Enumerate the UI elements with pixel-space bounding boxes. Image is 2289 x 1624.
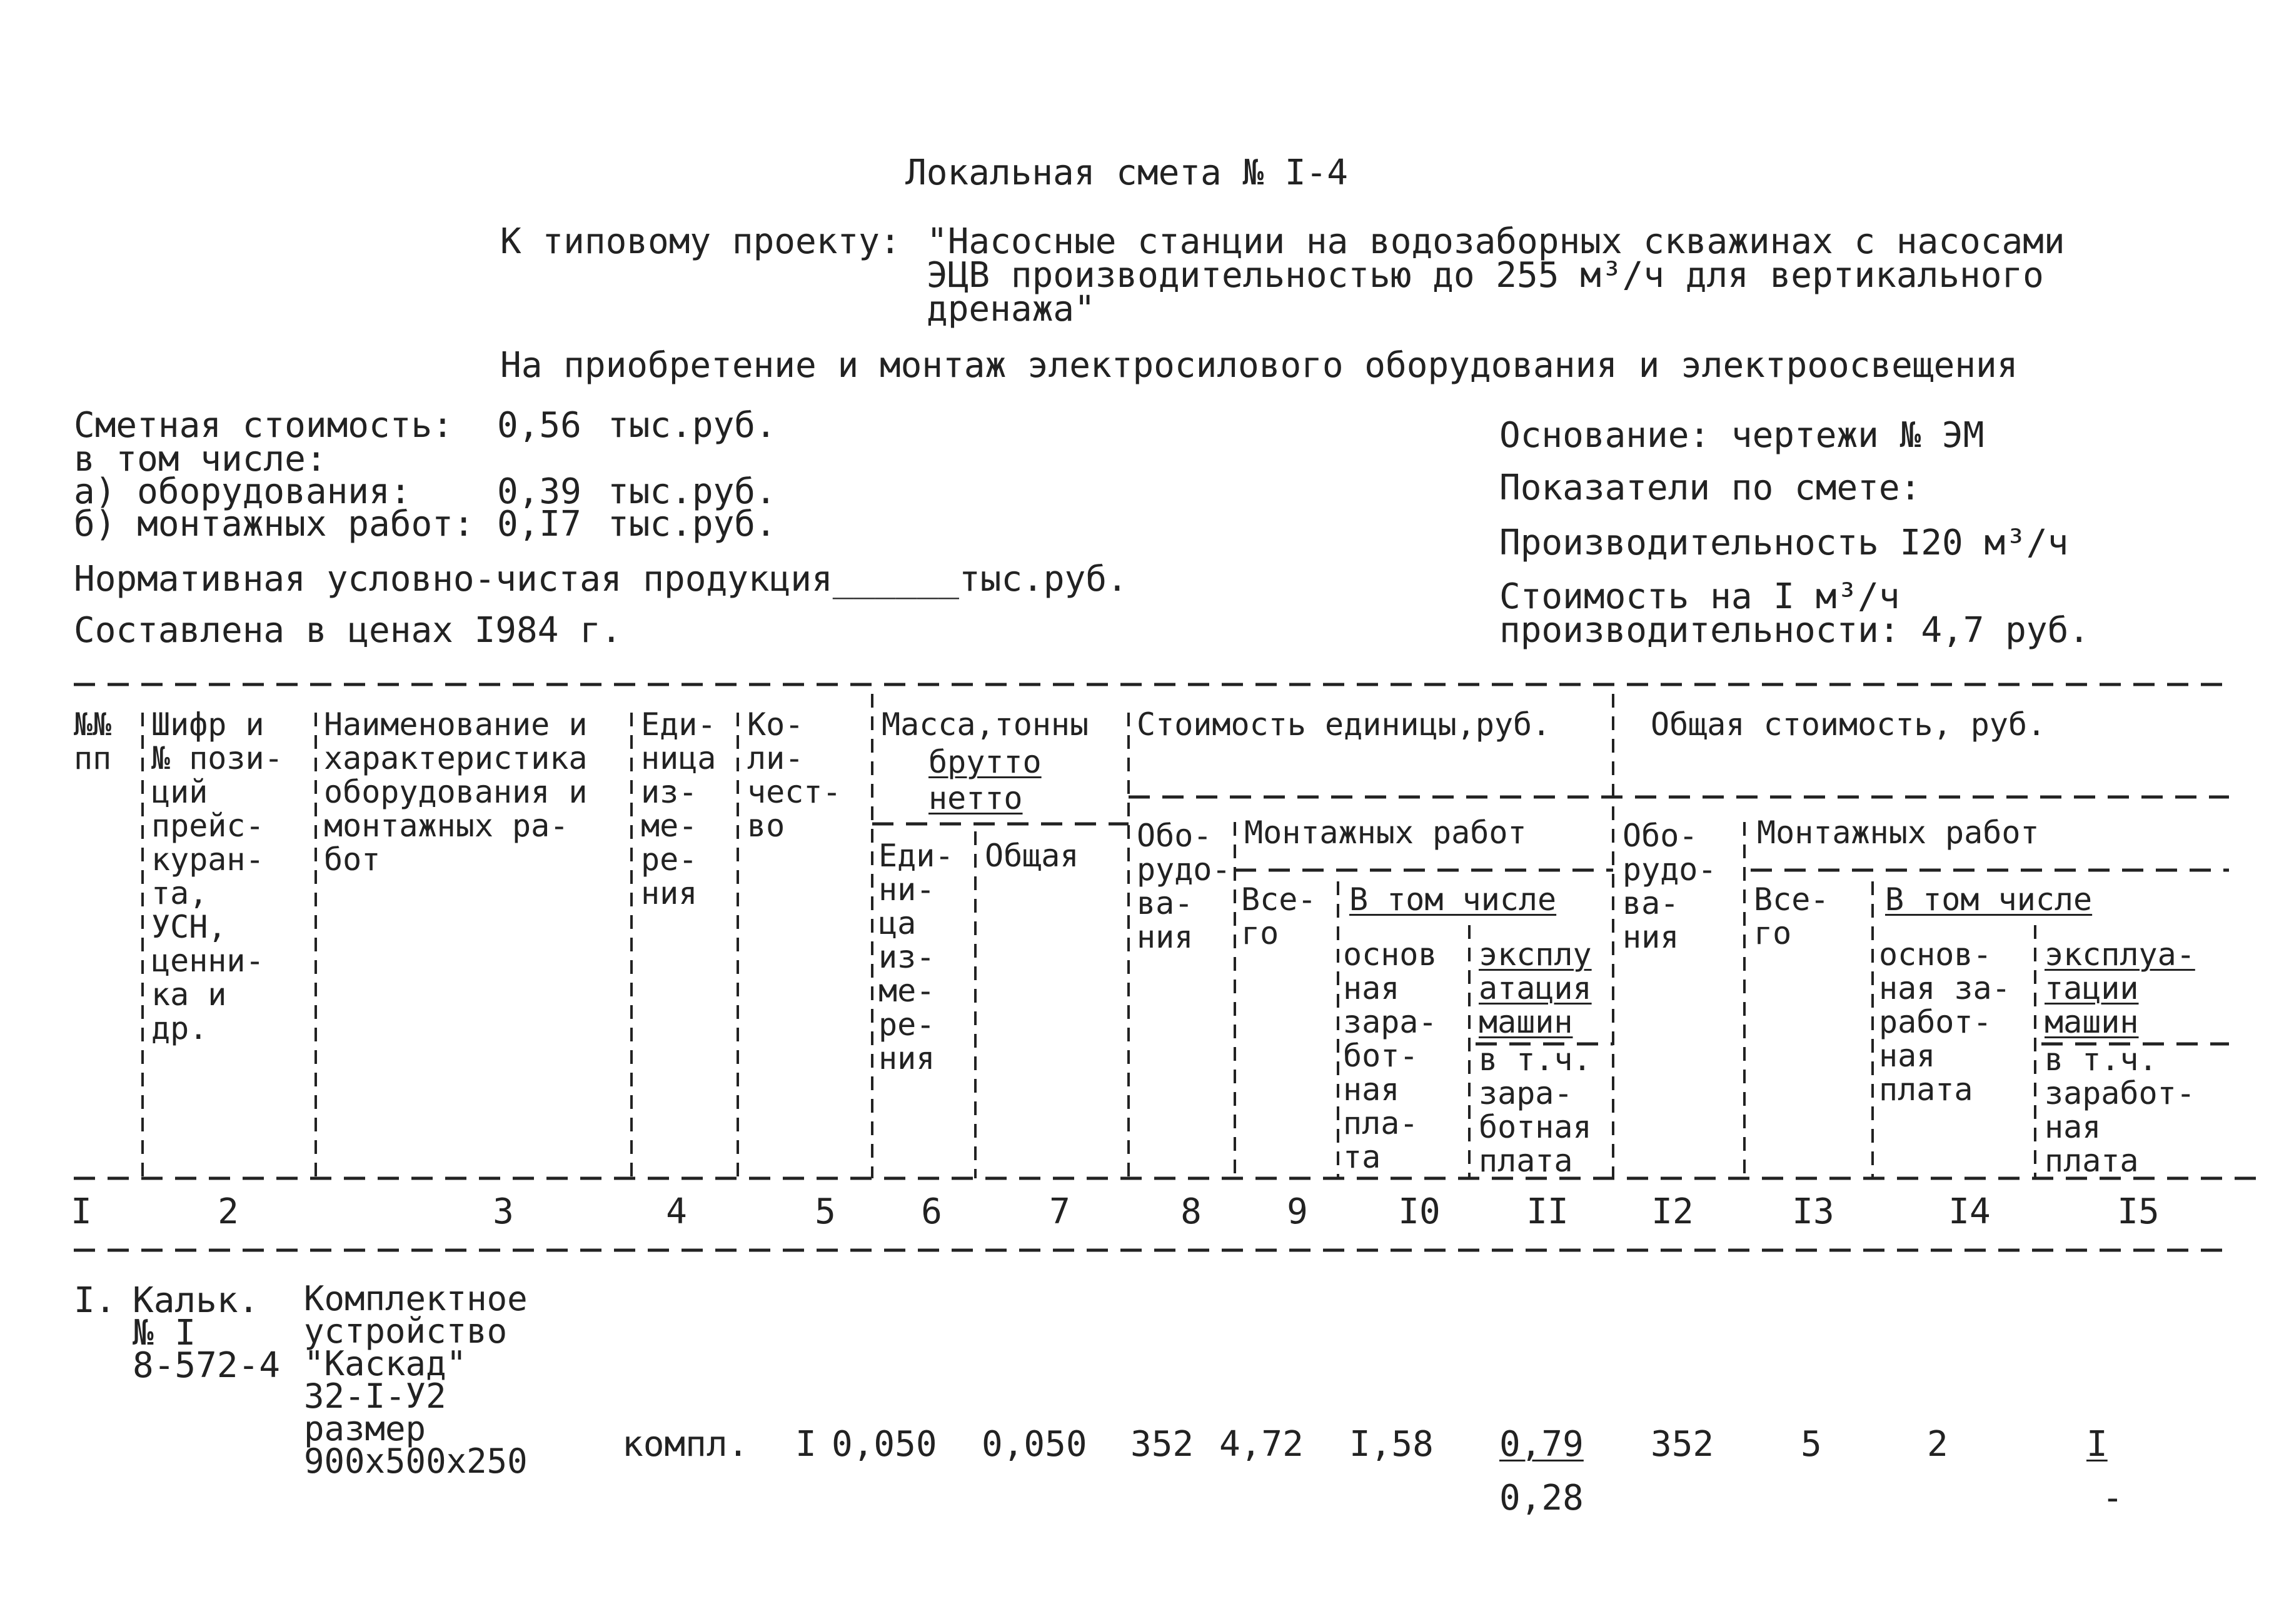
header-install-group: Монтажных работ [1244, 815, 1527, 851]
header-total-cost-group: Общая стоимость, руб. [1651, 706, 2046, 743]
header-col-4: Еди- ница из- ме- ре- ния [641, 706, 717, 911]
col-number-1: I [71, 1191, 92, 1232]
estimated-cost-value: 0,56 [497, 405, 581, 446]
col-number-7: 7 [1049, 1191, 1070, 1232]
row-mass-total: 0,050 [982, 1424, 1087, 1465]
normative-unit: тыс.руб. [959, 559, 1128, 599]
header-col-5: Ко- ли- чест- во [747, 706, 842, 844]
productivity-unit: м³/ч [1984, 523, 2069, 563]
project-line-3: дренажа" [927, 289, 1095, 329]
col-number-14: I4 [1948, 1191, 1991, 1232]
col-number-15: I5 [2117, 1191, 2160, 1232]
row-equip-total: 352 [1651, 1424, 1714, 1465]
col-number-8: 8 [1180, 1191, 1202, 1232]
cost-per-value: 4,7 руб. [1921, 610, 2090, 651]
basis-indicators: Показатели по смете: [1499, 468, 1921, 508]
row-machine-wage: 0,28 [1499, 1478, 1584, 1518]
col-number-9: 9 [1287, 1191, 1308, 1232]
installation-value: 0,I7 [497, 504, 581, 544]
col-number-6: 6 [921, 1191, 942, 1232]
row-install-sum: 5 [1801, 1424, 1822, 1465]
header-mass-netto: нетто [928, 780, 1023, 816]
header-col-8: Обо- рудо- ва- ния [1137, 818, 1231, 955]
row-code-line-2: № I [133, 1313, 196, 1353]
header-including-2: В том числе [1885, 881, 2093, 918]
page-title: Локальная смета № I-4 [905, 153, 1349, 193]
productivity-label: Производительность [1499, 523, 1879, 563]
installation-unit: тыс.руб. [608, 504, 777, 544]
header-install-group-2: Монтажных работ [1757, 815, 2040, 851]
project-line-2: ЭЦВ производительностью до 255 м³/ч для вертикального [927, 255, 2044, 296]
equipment-unit: тыс.руб. [608, 471, 777, 512]
estimated-cost-unit: тыс.руб. [608, 405, 777, 446]
header-col-11-bottom: в т.ч. зара- ботная плата [1479, 1041, 1592, 1179]
row-mass-unit: 0,050 [832, 1424, 937, 1465]
basis-drawings: Основание: чертежи № ЭМ [1499, 415, 1985, 456]
project-label: К типовому проекту: [500, 221, 901, 262]
header-including: В том числе [1349, 881, 1557, 918]
row-machine-op: 0,79 [1499, 1424, 1584, 1465]
row-number: I. [74, 1280, 116, 1321]
header-col-1: №№ пп [74, 706, 112, 776]
header-col-6: Еди- ни- ца из- ме- ре- ния [878, 838, 954, 1076]
row-unit: компл. [622, 1424, 749, 1465]
header-col-9: Все- го [1241, 881, 1317, 951]
equipment-label: а) оборудования: [74, 471, 411, 512]
equipment-value: 0,39 [497, 471, 581, 512]
header-col-11-top: эксплу атация машин [1479, 936, 1592, 1040]
productivity-value: I20 [1899, 523, 1963, 563]
col-number-11: II [1526, 1191, 1569, 1232]
normative-label: Нормативная условно-чистая продукция [74, 559, 833, 599]
header-col-7: Общая [985, 838, 1079, 874]
row-machine-op-total: I [2086, 1424, 2108, 1465]
cost-per-label: производительности: [1499, 610, 1900, 651]
prices-note: Составлена в ценах I984 г. [74, 610, 622, 651]
row-code-line-3: 8-572-4 [133, 1345, 281, 1386]
col-number-13: I3 [1792, 1191, 1834, 1232]
header-col-14: основ- ная за- работ- ная плата [1879, 936, 2011, 1108]
project-line-1: "Насосные станции на водозаборных скважинах с насосами [927, 221, 2065, 262]
header-mass-group: Масса,тонны [882, 706, 1089, 743]
normative-blank: ______ [832, 559, 960, 599]
header-mass-brutto: брутто [928, 744, 1042, 780]
including-label: в том числе: [74, 439, 327, 479]
header-col-12: Обо- рудо- ва- ния [1622, 818, 1717, 955]
header-col-15-bottom: в т.ч. заработ- ная плата [2045, 1041, 2195, 1179]
header-unit-cost-group: Стоимость единицы,руб. [1137, 706, 1551, 743]
purpose-line: На приобретение и монтаж электросилового оборудования и электроосвещения [500, 345, 2018, 386]
row-name: Комплектное устройство "Каскад" 32-I-У2 размер 900х500х250 [304, 1279, 528, 1481]
row-base-wage: I,58 [1349, 1424, 1434, 1465]
row-machine-wage-total: - [2102, 1478, 2123, 1518]
col-number-10: I0 [1398, 1191, 1441, 1232]
row-base-wage-total: 2 [1927, 1424, 1948, 1465]
cost-per-line-1: Стоимость на I м³/ч [1499, 576, 1900, 617]
header-col-10: основ ная зара- бот- ная пла- та [1343, 936, 1437, 1175]
row-install-total: 4,72 [1219, 1424, 1304, 1465]
estimated-cost-label: Сметная стоимость: [74, 405, 453, 446]
installation-label: б) монтажных работ: [74, 504, 475, 544]
col-number-3: 3 [493, 1191, 514, 1232]
header-col-15-top: эксплуа- тации машин [2045, 936, 2195, 1040]
header-col-13: Все- го [1754, 881, 1829, 951]
col-number-5: 5 [815, 1191, 836, 1232]
row-code-line-1: Кальк. [133, 1280, 259, 1321]
row-equip-unit: 352 [1130, 1424, 1194, 1465]
col-number-2: 2 [218, 1191, 239, 1232]
header-col-2: Шифр и № пози- ций прейс- куран- та, УСН, ценни- ка и др. [151, 706, 283, 1046]
col-number-4: 4 [666, 1191, 687, 1232]
header-col-3: Наименование и характеристика оборудования и монтажных ра- бот [324, 706, 588, 878]
col-number-12: I2 [1651, 1191, 1694, 1232]
row-qty: I [795, 1424, 817, 1465]
